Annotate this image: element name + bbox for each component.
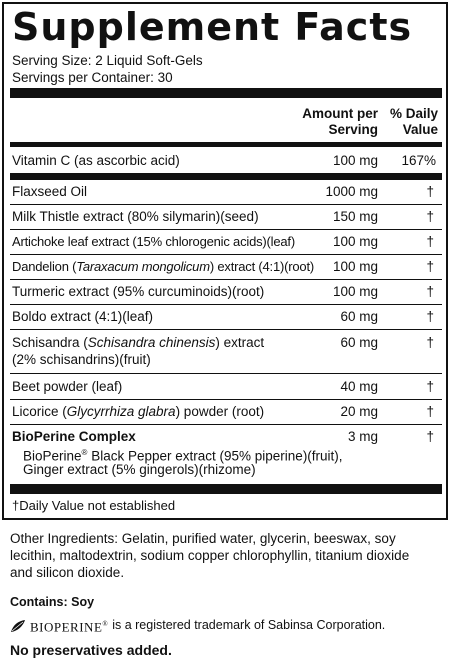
ingredient-name-pre: Licorice ( bbox=[12, 404, 67, 419]
ingredient-name bbox=[12, 259, 314, 275]
ingredient-dv: † bbox=[426, 379, 434, 394]
ingredient-name: Beet powder (leaf) bbox=[12, 379, 123, 394]
allergen-statement: Contains: Soy bbox=[10, 595, 95, 609]
ingredient-dv: † bbox=[426, 184, 434, 199]
row-divider bbox=[10, 304, 442, 305]
ingredient-dv: † bbox=[426, 284, 434, 299]
ingredient-amount: 100 mg bbox=[332, 284, 378, 299]
ingredient-name-line2: (2% schisandrins)(fruit) bbox=[12, 352, 151, 367]
amount-header bbox=[274, 106, 378, 138]
complex-amount: 3 mg bbox=[347, 429, 378, 444]
bioperine-logo bbox=[30, 616, 108, 635]
pepper-leaf-icon bbox=[10, 619, 26, 633]
dv-header-line2: Value bbox=[402, 122, 438, 137]
ingredient-dv: † bbox=[426, 209, 434, 224]
ingredient-amount: 100 mg bbox=[332, 259, 378, 274]
complex-dv: † bbox=[426, 429, 434, 444]
amount-header-line2: Serving bbox=[328, 122, 378, 137]
trademark-text: is a registered trademark of Sabinsa Corporation. bbox=[112, 618, 386, 633]
ingredient-name bbox=[12, 335, 264, 351]
ingredient-amount: 150 mg bbox=[332, 209, 378, 224]
row-divider bbox=[10, 329, 442, 330]
registered-mark: ® bbox=[102, 620, 109, 628]
serving-size: Serving Size: 2 Liquid Soft-Gels bbox=[12, 53, 203, 68]
thick-divider-bottom bbox=[10, 484, 442, 494]
ingredient-name bbox=[12, 404, 264, 420]
ingredient-dv: † bbox=[426, 335, 434, 350]
ingredient-amount: 1000 mg bbox=[325, 184, 378, 199]
ingredient-amount: 60 mg bbox=[340, 309, 378, 324]
ingredient-name: Artichoke leaf extract (15% chlorogenic acids)(leaf) bbox=[12, 234, 295, 249]
no-preservatives: No preservatives added. bbox=[10, 642, 172, 658]
bioperine-logo-text: BIOPERINE bbox=[30, 619, 103, 635]
complex-sub-ingredient: Ginger extract (5% gingerols)(rhizome) bbox=[23, 462, 256, 477]
ingredient-dv: † bbox=[426, 259, 434, 274]
ingredient-dv: † bbox=[426, 309, 434, 324]
ingredient-amount: 100 mg bbox=[332, 234, 378, 249]
ingredient-amount: 20 mg bbox=[340, 404, 378, 419]
ingredient-latin-name: Schisandra chinensis bbox=[87, 335, 216, 350]
ingredient-name: Milk Thistle extract (80% silymarin)(seed) bbox=[12, 209, 259, 224]
nutrient-amount: 100 mg bbox=[332, 153, 378, 168]
ingredient-latin-name: Taraxacum mongolicum bbox=[76, 259, 210, 274]
thick-divider-top bbox=[10, 88, 442, 98]
row-divider bbox=[10, 399, 442, 400]
row-divider bbox=[10, 424, 442, 425]
ingredient-name-post: ) extract bbox=[215, 335, 265, 350]
nutrient-daily-value: 167% bbox=[401, 153, 436, 168]
row-divider bbox=[10, 229, 442, 230]
dv-header-line1: % Daily bbox=[389, 106, 438, 121]
ingredient-dv: † bbox=[426, 404, 434, 419]
trademark-line bbox=[10, 616, 385, 635]
row-divider bbox=[10, 204, 442, 205]
amount-header-line1: Amount per bbox=[302, 106, 378, 121]
ingredient-name-pre: Dandelion ( bbox=[12, 259, 77, 274]
panel-title: Supplement Facts bbox=[12, 5, 413, 49]
supplement-facts-panel bbox=[2, 2, 448, 520]
ingredient-name-pre: Schisandra ( bbox=[12, 335, 88, 350]
servings-per-container: Servings per Container: 30 bbox=[12, 70, 173, 85]
ingredient-name: Turmeric extract (95% curcuminoids)(root) bbox=[12, 284, 265, 299]
medium-divider bbox=[10, 142, 442, 147]
daily-value-header bbox=[380, 106, 438, 138]
row-divider bbox=[10, 279, 442, 280]
nutrient-name: Vitamin C (as ascorbic acid) bbox=[12, 153, 180, 168]
ingredient-latin-name: Glycyrrhiza glabra bbox=[66, 404, 176, 419]
complex-sub-brand: BioPerine bbox=[23, 448, 82, 464]
row-divider bbox=[10, 254, 442, 255]
thick-divider-mid bbox=[10, 173, 442, 180]
registered-mark: ® bbox=[81, 448, 88, 457]
ingredient-dv: † bbox=[426, 234, 434, 249]
ingredient-name: Boldo extract (4:1)(leaf) bbox=[12, 309, 154, 324]
ingredient-name-post: ) powder (root) bbox=[175, 404, 265, 419]
footnote: †Daily Value not established bbox=[12, 498, 176, 513]
ingredient-name-post: ) extract (4:1)(root) bbox=[209, 259, 314, 274]
complex-name: BioPerine Complex bbox=[12, 429, 136, 444]
row-divider bbox=[10, 373, 442, 374]
ingredient-amount: 60 mg bbox=[340, 335, 378, 350]
complex-sub-text: Black Pepper extract (95% piperine)(fruit), bbox=[87, 448, 343, 464]
ingredient-amount: 40 mg bbox=[340, 379, 378, 394]
ingredient-name: Flaxseed Oil bbox=[12, 184, 88, 199]
other-ingredients: Other Ingredients: Gelatin, purified water, glycerin, beeswax, soy lecithin, maltodextrin, sodium copper chlorophyllin, titanium dioxide and silicon dioxide. bbox=[10, 531, 410, 580]
